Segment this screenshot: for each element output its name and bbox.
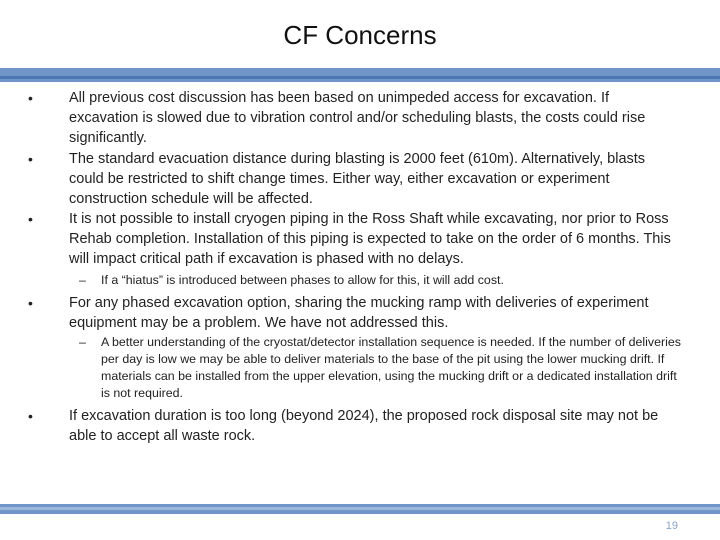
page-number: 19 (665, 520, 678, 532)
bullet-text: If excavation duration is too long (beyond 2024), the proposed rock disposal site may not be able to accept all waste rock. (69, 408, 659, 444)
footer-divider-bar (0, 504, 720, 514)
bullet-marker: • (28, 90, 33, 106)
bullet-item (28, 209, 681, 269)
sub-bullet-item (79, 334, 681, 402)
bullet-marker: • (28, 408, 33, 424)
bullet-marker: • (28, 295, 33, 311)
title-divider-bar (0, 68, 720, 82)
bullet-text: It is not possible to install cryogen piping in the Ross Shaft while excavating, nor prior to Ross Rehab completion. Installation of this piping is expected to take on the order of 6 months. This will impact critical path if excavation is phased with no delays. (69, 211, 671, 267)
sub-bullet-text: A better understanding of the cryostat/detector installation sequence is needed. If the number of deliveries per day is low we may be able to deliver materials to the base of the pit using the lower mucking drift. If materials can be installed from the upper elevation, using the mucking drift or a dedicated installation drift is not required. (101, 335, 681, 400)
dash-marker: – (79, 335, 86, 349)
bullet-text: For any phased excavation option, sharing the mucking ramp with deliveries of experiment equipment may be a problem. We have not addressed this. (69, 295, 649, 331)
bullet-item (28, 406, 681, 446)
bullet-item (28, 149, 681, 209)
sub-bullet-text: If a “hiatus” is introduced between phases to allow for this, it will add cost. (101, 273, 504, 287)
bullet-item (28, 88, 681, 148)
sub-bullet-item (79, 272, 681, 289)
slide-title: CF Concerns (283, 20, 437, 50)
bullet-item (28, 293, 681, 333)
dash-marker: – (79, 273, 86, 287)
bullet-marker: • (28, 211, 33, 227)
bullet-marker: • (28, 151, 33, 167)
bullet-text: The standard evacuation distance during blasting is 2000 feet (610m). Alternatively, blasts could be restricted to shift change times. Either way, either excavation or experiment construction schedule will be affected. (69, 151, 646, 207)
bullet-text: All previous cost discussion has been based on unimpeded access for excavation. If excavation is slowed due to vibration control and/or scheduling blasts, the costs could rise significantly. (69, 90, 646, 146)
